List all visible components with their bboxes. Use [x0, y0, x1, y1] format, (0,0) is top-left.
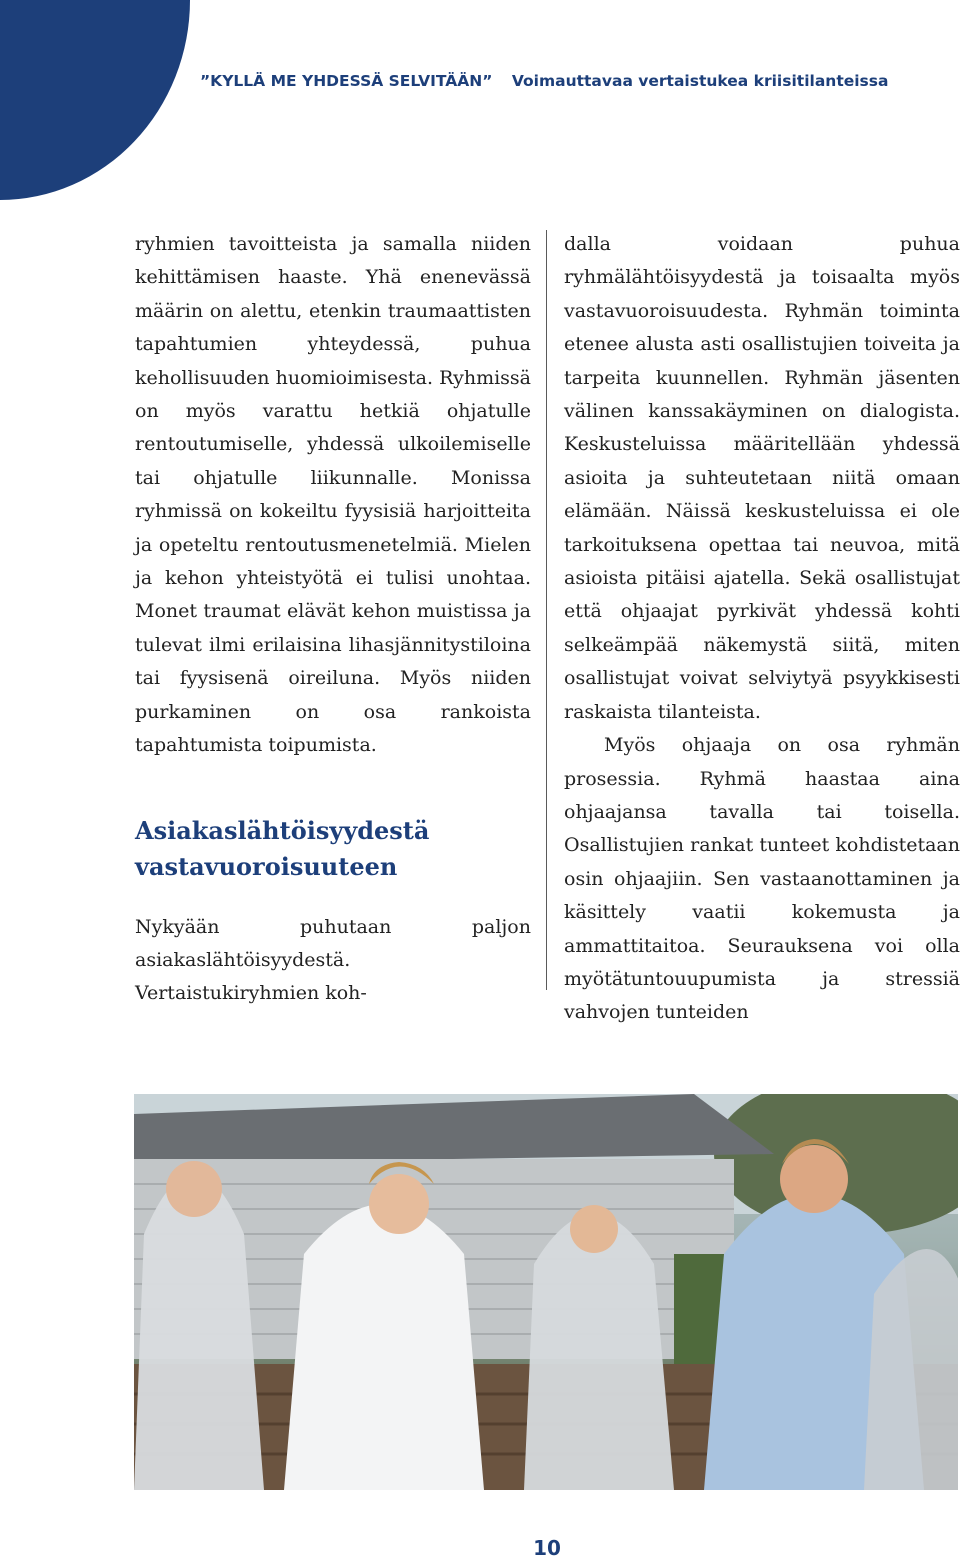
- photo-illustration: [134, 1094, 958, 1490]
- left-paragraph-1: ryhmien tavoitteista ja samalla niiden kehittämisen haaste. Yhä enenevässä määrin on alettu, etenkin traumaattisten tapahtumien yhteydessä, puhua kehollisuuden huomioimisesta. Ryhmissä on myös varattu hetkiä ohjatulle rentoutumiselle, yhdessä ulkoilemiselle tai ohjatulle liikunnalle. Monissa ryhmissä on kokeiltu fyysisiä harjoitteita ja opeteltu rentoutusmenetelmiä. Mielen ja kehon yhteistyötä ei tulisi unohtaa. Monet traumat elävät kehon muistissa ja tulevat ilmi erilaisina lihasjännitystiloina tai fyysisenä oireiluna. Myös niiden purkaminen on osa rankoista tapahtumista toipumista.: [135, 233, 531, 757]
- group-photo: [134, 1094, 958, 1490]
- right-column: [564, 228, 960, 1030]
- left-paragraph-2: Nykyään puhutaan paljon asiakaslähtöisyydestä. Vertaistukiryhmien koh-: [135, 915, 531, 1005]
- heading-line-1: Asiakaslähtöisyydestä: [135, 815, 430, 845]
- section-heading: [135, 813, 531, 885]
- heading-line-2: vastavuoroisuuteen: [135, 851, 398, 881]
- header-subtitle: Voimauttavaa vertaistukea kriisitilanteissa: [511, 72, 889, 90]
- page-number: 10: [533, 1536, 561, 1560]
- header-title: ”KYLLÄ ME YHDESSÄ SELVITÄÄN”: [200, 72, 493, 90]
- right-paragraph-2: Myös ohjaaja on osa ryhmän prosessia. Ryhmä haastaa aina ohjaajansa tavalla tai toisella. Osallistujien rankat tunteet kohdistetaan osin ohjaajiin. Sen vastaanottaminen ja käsittely vaatii kokemusta ja ammattitaitoa. Seurauksena voi olla myötätuntouupumista ja stressiä vahvojen tunteiden: [564, 734, 960, 1024]
- right-paragraph-1: dalla voidaan puhua ryhmälähtöisyydestä ja toisaalta myös vastavuoroisuudesta. Ryhmän toiminta etenee alusta asti osallistujien toiveita ja tarpeita kuunnellen. Ryhmän jäsenten välinen kanssakäyminen on dialogista. Keskusteluissa määritellään yhdessä asioita ja suhteutetaan niitä omaan elämään. Näissä keskusteluissa ei ole tarkoituksena opettaa tai neuvoa, mitä asioista pitäisi ajatella. Sekä osallistujat että ohjaajat pyrkivät yhdessä kohti selkeämpää näkemystä siitä, miten osallistujat voivat selviytyä psyykkisesti raskaista tilanteista.: [564, 233, 960, 723]
- running-header: [200, 72, 889, 90]
- corner-decoration: [0, 0, 190, 200]
- left-column: [135, 228, 531, 1011]
- column-divider: [546, 230, 547, 990]
